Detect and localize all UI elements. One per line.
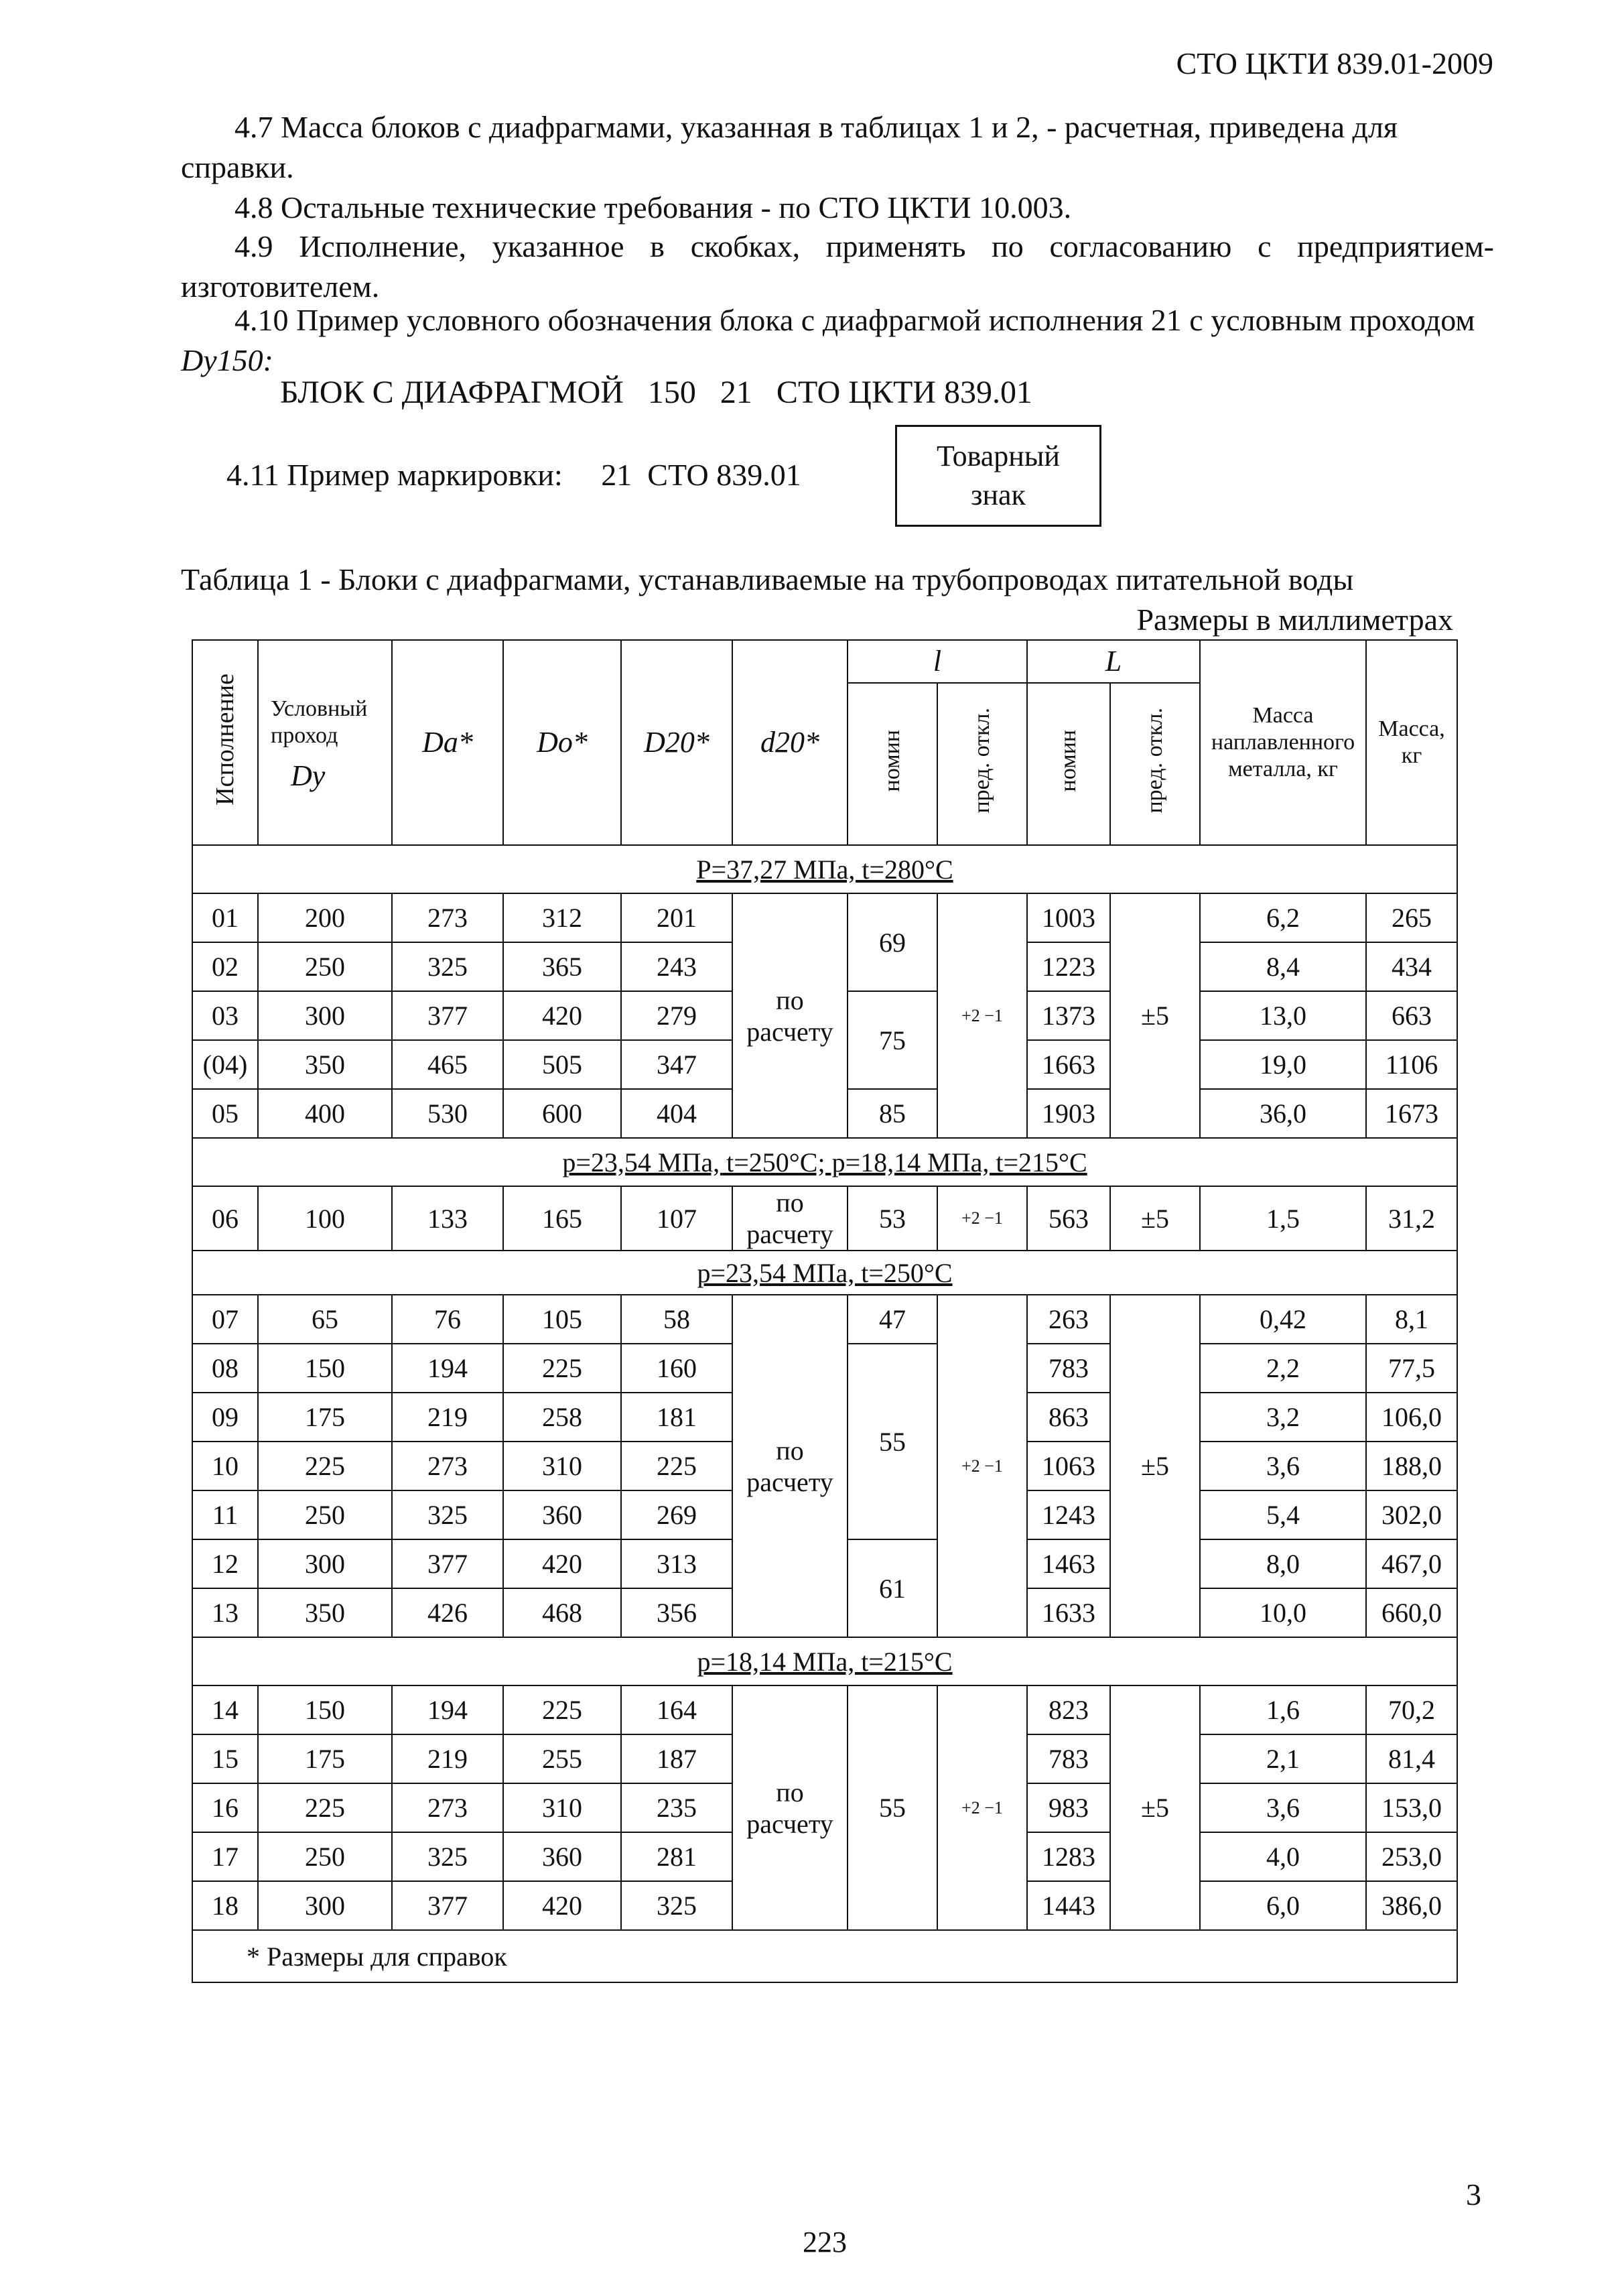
- table-cell: 36,0: [1200, 1089, 1366, 1138]
- table-cell: 377: [392, 1539, 503, 1588]
- table-cell: 6,0: [1200, 1881, 1366, 1930]
- table-cell: 1463: [1027, 1539, 1110, 1588]
- table-cell: 1373: [1027, 991, 1110, 1040]
- paragraph-4-9: [181, 227, 1494, 307]
- table-cell: 6,2: [1200, 893, 1366, 942]
- section-title: P=37,27 МПа, t=280°C: [192, 845, 1457, 893]
- table-cell: 783: [1027, 1734, 1110, 1783]
- table-cell: 194: [392, 1685, 503, 1734]
- table-cell: 219: [392, 1393, 503, 1442]
- table-cell: 600: [503, 1089, 621, 1138]
- table-cell: 1903: [1027, 1089, 1110, 1138]
- table-cell: 250: [258, 942, 392, 991]
- table-cell: 863: [1027, 1393, 1110, 1442]
- table-cell: 61: [848, 1539, 937, 1637]
- table-cell: 235: [621, 1783, 732, 1832]
- section-title: p=18,14 МПа, t=215°C: [192, 1637, 1457, 1685]
- table-cell: 3,6: [1200, 1442, 1366, 1490]
- table-cell: 350: [258, 1588, 392, 1637]
- table-cell: 400: [258, 1089, 392, 1138]
- table-cell: 65: [258, 1295, 392, 1344]
- table-cell: 1,6: [1200, 1685, 1366, 1734]
- paragraph-4-8: [181, 188, 1494, 228]
- table-cell: 16: [192, 1783, 258, 1832]
- table-cell: 386,0: [1366, 1881, 1457, 1930]
- table-cell: 81,4: [1366, 1734, 1457, 1783]
- tolerance-l: +2 −1: [937, 1685, 1027, 1930]
- table-cell: 225: [258, 1442, 392, 1490]
- header-L-pred: [1110, 683, 1200, 845]
- table-cell: 187: [621, 1734, 732, 1783]
- table-cell: 3,2: [1200, 1393, 1366, 1442]
- table-cell: 2,1: [1200, 1734, 1366, 1783]
- po-raschetu-cell: по расчету: [732, 1295, 848, 1637]
- table-cell: 55: [848, 1685, 937, 1930]
- table-cell: 77,5: [1366, 1344, 1457, 1393]
- table-cell: 420: [503, 1881, 621, 1930]
- trademark-line2: знак: [971, 479, 1026, 511]
- table-cell: 31,2: [1366, 1186, 1457, 1251]
- header-L: L: [1027, 640, 1200, 683]
- tolerance-l: +2 −1: [937, 1295, 1027, 1637]
- table-cell: 300: [258, 991, 392, 1040]
- table-row: [192, 1295, 1457, 1344]
- table-cell: 243: [621, 942, 732, 991]
- table-cell: 225: [503, 1685, 621, 1734]
- paragraph-text: 4.10 Пример условного обозначения блока с диафрагмой исполнения 21 с условным проходом: [234, 303, 1475, 337]
- table-cell: 347: [621, 1040, 732, 1089]
- table-cell: 01: [192, 893, 258, 942]
- table-cell: 783: [1027, 1344, 1110, 1393]
- table-cell: номин: [880, 729, 904, 792]
- table-row: [192, 1685, 1457, 1734]
- table-cell: 505: [503, 1040, 621, 1089]
- table-units: Размеры в миллиметрах: [1136, 602, 1453, 637]
- table-cell: номин: [1056, 729, 1081, 792]
- table-row: [192, 1186, 1457, 1251]
- table-cell: 175: [258, 1734, 392, 1783]
- table-cell: 07: [192, 1295, 258, 1344]
- table-cell: 313: [621, 1539, 732, 1588]
- table-cell: 1,5: [1200, 1186, 1366, 1251]
- blocks-table: [192, 639, 1458, 1983]
- header-l: l: [848, 640, 1027, 683]
- table-cell: 426: [392, 1588, 503, 1637]
- table-cell: 85: [848, 1089, 937, 1138]
- table-cell: 18: [192, 1881, 258, 1930]
- header-dy: [258, 640, 392, 845]
- po-raschetu-cell: по расчету: [732, 1186, 848, 1251]
- table-cell: 253,0: [1366, 1832, 1457, 1881]
- po-raschetu-cell: по расчету: [732, 893, 848, 1138]
- table-cell: 194: [392, 1344, 503, 1393]
- paragraph-text: 4.7 Масса блоков с диафрагмами, указанная в таблицах 1 и 2, - расчетная, приведена для справки.: [181, 110, 1398, 184]
- marking-example: 4.11 Пример маркировки: 21 СТО 839.01: [226, 458, 801, 492]
- table-cell: 467,0: [1366, 1539, 1457, 1588]
- table-cell: 263: [1027, 1295, 1110, 1344]
- table-cell: 1243: [1027, 1490, 1110, 1539]
- table-cell: 1443: [1027, 1881, 1110, 1930]
- table-cell: 188,0: [1366, 1442, 1457, 1490]
- paragraph-4-7: [181, 107, 1494, 188]
- table-cell: 08: [192, 1344, 258, 1393]
- table-cell: 181: [621, 1393, 732, 1442]
- table-cell: 10: [192, 1442, 258, 1490]
- table-cell: 530: [392, 1089, 503, 1138]
- table-cell: 360: [503, 1490, 621, 1539]
- table-cell: 8,1: [1366, 1295, 1457, 1344]
- table-cell: 150: [258, 1344, 392, 1393]
- header-l-nomin: [848, 683, 937, 845]
- table-cell: 5,4: [1200, 1490, 1366, 1539]
- table-cell: 823: [1027, 1685, 1110, 1734]
- table-cell: 13,0: [1200, 991, 1366, 1040]
- section-title: p=23,54 МПа, t=250°C; p=18,14 МПа, t=215°C: [192, 1138, 1457, 1186]
- table-cell: 165: [503, 1186, 621, 1251]
- table-cell: 563: [1027, 1186, 1110, 1251]
- table-cell: 0,42: [1200, 1295, 1366, 1344]
- table-cell: 05: [192, 1089, 258, 1138]
- table-cell: 281: [621, 1832, 732, 1881]
- table-cell: 420: [503, 991, 621, 1040]
- table-cell: 468: [503, 1588, 621, 1637]
- table-cell: 325: [392, 1832, 503, 1881]
- table-cell: 273: [392, 893, 503, 942]
- tolerance-L: ±5: [1110, 1685, 1200, 1930]
- table-cell: 1106: [1366, 1040, 1457, 1089]
- table-cell: 312: [503, 893, 621, 942]
- table-cell: 47: [848, 1295, 937, 1344]
- header-mass: Масса, кг: [1366, 640, 1457, 845]
- table-cell: 356: [621, 1588, 732, 1637]
- table-cell: 53: [848, 1186, 937, 1251]
- table-cell: 02: [192, 942, 258, 991]
- table-cell: 258: [503, 1393, 621, 1442]
- paragraph-text: 4.9 Исполнение, указанное в скобках, применять по согласованию с предприятием-изготовителем.: [181, 229, 1494, 304]
- table-cell: 8,0: [1200, 1539, 1366, 1588]
- table-cell: 75: [848, 991, 937, 1089]
- table-cell: 377: [392, 991, 503, 1040]
- table-cell: 250: [258, 1490, 392, 1539]
- table-cell: 325: [392, 942, 503, 991]
- header-mass-weld: Масса наплавленного металла, кг: [1200, 640, 1366, 845]
- header-d20: D20*: [621, 640, 732, 845]
- table-cell: 279: [621, 991, 732, 1040]
- table-cell: 1223: [1027, 942, 1110, 991]
- table-cell: 420: [503, 1539, 621, 1588]
- table-cell: 1283: [1027, 1832, 1110, 1881]
- table-cell: 1633: [1027, 1588, 1110, 1637]
- tolerance-l: +2 −1: [937, 1186, 1027, 1251]
- table-cell: пред. откл.: [969, 708, 994, 814]
- table-cell: пред. откл.: [1142, 708, 1168, 814]
- header-d20-small: d20*: [732, 640, 848, 845]
- table-cell: 225: [503, 1344, 621, 1393]
- table-cell: 377: [392, 1881, 503, 1930]
- table-cell: 06: [192, 1186, 258, 1251]
- paragraph-4-10: [181, 300, 1494, 381]
- table-cell: 13: [192, 1588, 258, 1637]
- table-cell: 100: [258, 1186, 392, 1251]
- table-cell: 10,0: [1200, 1588, 1366, 1637]
- table-caption: Таблица 1 - Блоки с диафрагмами, устанавливаемые на трубопроводах питательной воды: [181, 562, 1354, 596]
- table-cell: 3,6: [1200, 1783, 1366, 1832]
- table-cell: 15: [192, 1734, 258, 1783]
- paragraph-text: 4.8 Остальные технические требования - по СТО ЦКТИ 10.003.: [234, 190, 1072, 225]
- table-cell: (04): [192, 1040, 258, 1089]
- tolerance-L: ±5: [1110, 893, 1200, 1138]
- table-cell: 1063: [1027, 1442, 1110, 1490]
- tolerance-L: ±5: [1110, 1295, 1200, 1637]
- table-cell: 660,0: [1366, 1588, 1457, 1637]
- table-cell: 983: [1027, 1783, 1110, 1832]
- table-cell: 404: [621, 1089, 732, 1138]
- table-cell: 1003: [1027, 893, 1110, 942]
- table-cell: 58: [621, 1295, 732, 1344]
- table-cell: 663: [1366, 991, 1457, 1040]
- header-l-pred: [937, 683, 1027, 845]
- table-cell: 14: [192, 1685, 258, 1734]
- table-cell: 350: [258, 1040, 392, 1089]
- table-cell: 1663: [1027, 1040, 1110, 1089]
- table-cell: 250: [258, 1832, 392, 1881]
- table-cell: Dy: [291, 759, 326, 792]
- header-L-nomin: [1027, 683, 1110, 845]
- document-code: СТО ЦКТИ 839.01-2009: [1176, 46, 1493, 80]
- table-cell: 12: [192, 1539, 258, 1588]
- table-cell: Исполнение: [211, 673, 239, 806]
- table-cell: 219: [392, 1734, 503, 1783]
- table-cell: 19,0: [1200, 1040, 1366, 1089]
- table-cell: 225: [258, 1783, 392, 1832]
- table-cell: Условный проход: [271, 696, 368, 748]
- table-cell: 1673: [1366, 1089, 1457, 1138]
- table-cell: 03: [192, 991, 258, 1040]
- header-da: Da*: [392, 640, 503, 845]
- table-cell: 150: [258, 1685, 392, 1734]
- table-cell: 8,4: [1200, 942, 1366, 991]
- header-isp: [192, 640, 258, 845]
- table-cell: 105: [503, 1295, 621, 1344]
- table-cell: 310: [503, 1783, 621, 1832]
- table-cell: 76: [392, 1295, 503, 1344]
- table-cell: 153,0: [1366, 1783, 1457, 1832]
- header-do: Do*: [503, 640, 621, 845]
- table-cell: 133: [392, 1186, 503, 1251]
- tolerance-L: ±5: [1110, 1186, 1200, 1251]
- trademark-box: [895, 425, 1101, 527]
- table-cell: 360: [503, 1832, 621, 1881]
- table-cell: 273: [392, 1783, 503, 1832]
- table-cell: 55: [848, 1344, 937, 1539]
- table-cell: 175: [258, 1393, 392, 1442]
- table-cell: 269: [621, 1490, 732, 1539]
- table-cell: 164: [621, 1685, 732, 1734]
- table-cell: 325: [621, 1881, 732, 1930]
- page-number: 3: [1466, 2177, 1481, 2212]
- paragraph-italic-text: Dy150:: [181, 343, 273, 377]
- table-cell: 09: [192, 1393, 258, 1442]
- table-cell: 69: [848, 893, 937, 991]
- table-cell: 160: [621, 1344, 732, 1393]
- example-designation: БЛОК С ДИАФРАГМОЙ 150 21 СТО ЦКТИ 839.01: [280, 375, 1032, 410]
- table-cell: 325: [392, 1490, 503, 1539]
- table-cell: 4,0: [1200, 1832, 1366, 1881]
- table-cell: 201: [621, 893, 732, 942]
- table-cell: 106,0: [1366, 1393, 1457, 1442]
- table-cell: 200: [258, 893, 392, 942]
- table-cell: 107: [621, 1186, 732, 1251]
- tolerance-l: +2 −1: [937, 893, 1027, 1138]
- section-title: p=23,54 МПа, t=250°C: [192, 1251, 1457, 1295]
- table-cell: 300: [258, 1539, 392, 1588]
- bottom-page-number: 223: [803, 2226, 847, 2258]
- table-cell: 310: [503, 1442, 621, 1490]
- table-cell: 302,0: [1366, 1490, 1457, 1539]
- table-cell: 70,2: [1366, 1685, 1457, 1734]
- table-cell: 265: [1366, 893, 1457, 942]
- table-cell: 300: [258, 1881, 392, 1930]
- table-row: [192, 893, 1457, 942]
- table-cell: 273: [392, 1442, 503, 1490]
- table-cell: 11: [192, 1490, 258, 1539]
- table-cell: 465: [392, 1040, 503, 1089]
- po-raschetu-cell: по расчету: [732, 1685, 848, 1930]
- table-cell: 225: [621, 1442, 732, 1490]
- table-cell: 434: [1366, 942, 1457, 991]
- table-cell: 2,2: [1200, 1344, 1366, 1393]
- table-cell: 255: [503, 1734, 621, 1783]
- table-footnote: * Размеры для справок: [192, 1930, 1457, 1982]
- trademark-line1: Товарный: [937, 440, 1060, 472]
- table-cell: 17: [192, 1832, 258, 1881]
- table-cell: 365: [503, 942, 621, 991]
